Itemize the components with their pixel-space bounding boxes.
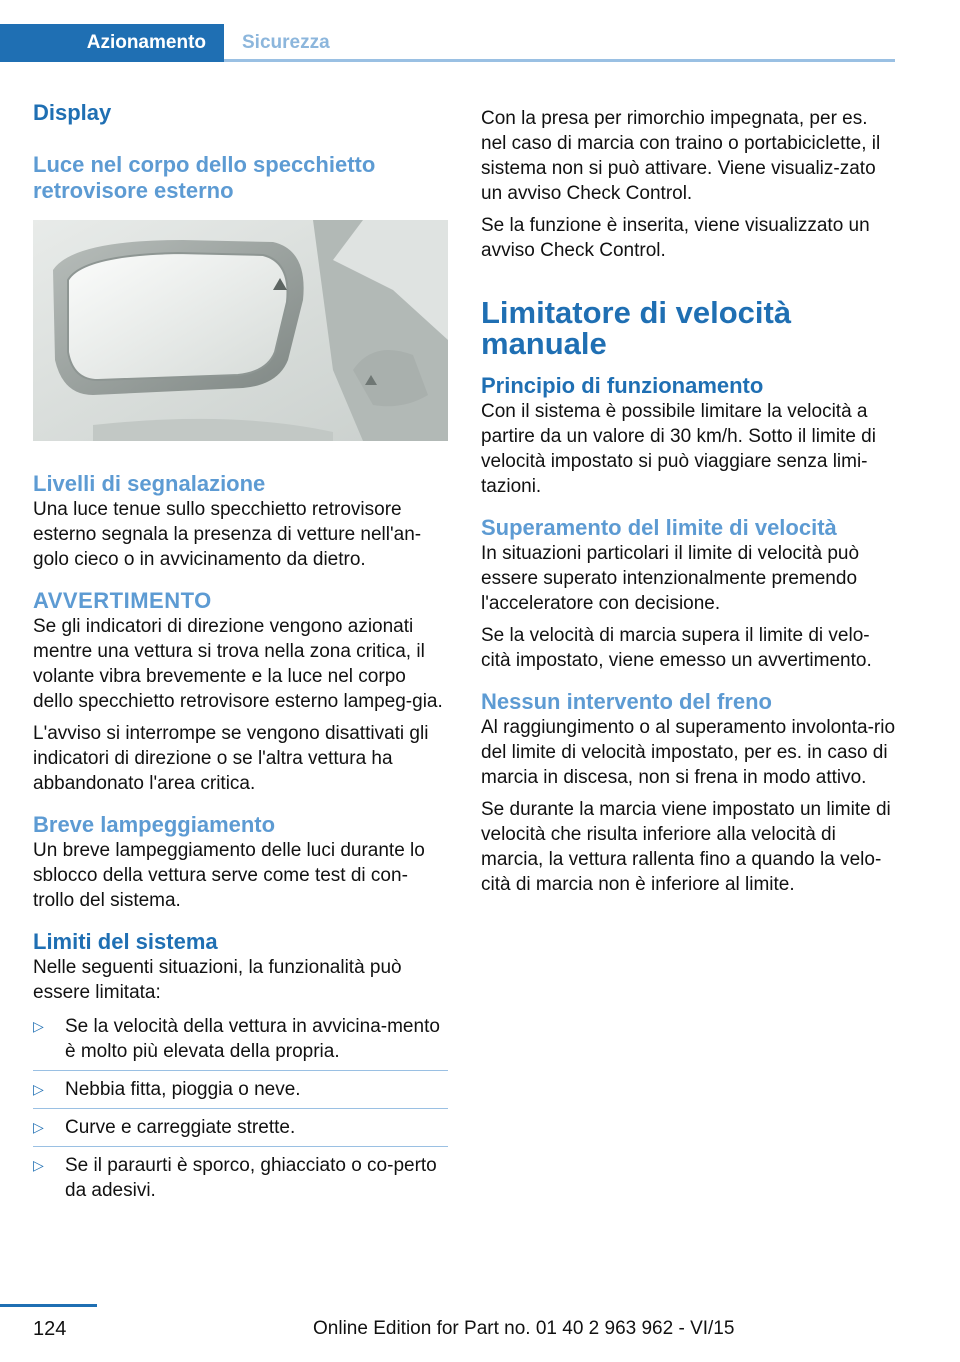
heading-avvertimento: AVVERTIMENTO — [33, 588, 212, 613]
heading-limiti-sistema: Limiti del sistema — [33, 929, 218, 954]
paragraph-avvertimento-2: L'avviso si interrompe se vengono disattivati gli indicatori di direzione o se l'altra vettura ha abbandonato l'area critica. — [33, 723, 429, 794]
list-divider — [33, 1108, 448, 1109]
triangle-bullet-icon: ▷ — [33, 1157, 44, 1173]
triangle-bullet-icon: ▷ — [33, 1018, 44, 1034]
paragraph-funzione-inserita: Se la funzione è inserita, viene visualizzato un avviso Check Control. — [481, 215, 870, 261]
heading-display: Display — [33, 100, 112, 125]
paragraph-superamento-2: Se la velocità di marcia supera il limite di velo-cità impostato, viene emesso un avvertimento. — [481, 625, 872, 671]
list-item-text: Se il paraurti è sporco, ghiacciato o co-perto da adesivi. — [65, 1155, 437, 1201]
heading-nessun-intervento: Nessun intervento del freno — [481, 689, 772, 714]
edition-text: Online Edition for Part no. 01 40 2 963 962 - VI/15 — [313, 1318, 735, 1339]
list-item-text: Curve e carreggiate strette. — [65, 1117, 296, 1138]
paragraph-livelli: Una luce tenue sullo specchietto retrovisore esterno segnala la presenza di vetture nell'an-golo cieco o in avvicinamento da dietro. — [33, 499, 422, 570]
heading-breve-lampeggiamento: Breve lampeggiamento — [33, 812, 276, 837]
chapter-tabs — [0, 24, 895, 62]
tab-underline — [224, 59, 895, 62]
list-item-text: Se la velocità della vettura in avvicina-mento è molto più elevata della propria. — [65, 1016, 440, 1062]
limiti-list — [33, 1014, 448, 1203]
heading-luce-specchietto: Luce nel corpo dello specchietto retrovisore esterno — [33, 152, 376, 203]
list-divider — [33, 1146, 448, 1147]
heading-limitatore: Limitatore di velocità manuale — [481, 295, 792, 361]
paragraph-nessun-1: Al raggiungimento o al superamento involonta-rio del limite di velocità impostato, per es. in caso di marcia in discesa, non si frena in modo attivo. — [481, 717, 896, 788]
list-item-text: Nebbia fitta, pioggia o neve. — [65, 1079, 301, 1100]
list-item — [33, 1115, 448, 1140]
footer-rule — [0, 1304, 97, 1307]
tab-sicurezza[interactable]: Sicurezza — [242, 32, 330, 53]
list-item — [33, 1077, 448, 1102]
heading-superamento: Superamento del limite di velocità — [481, 515, 837, 540]
mirror-figure — [33, 220, 448, 441]
triangle-bullet-icon: ▷ — [33, 1119, 44, 1135]
list-item — [33, 1014, 448, 1064]
paragraph-limiti: Nelle seguenti situazioni, la funzionalità può essere limitata: — [33, 957, 402, 1003]
list-item — [33, 1153, 448, 1203]
paragraph-superamento-1: In situazioni particolari il limite di velocità può essere superato intenzionalmente premendo l'acceleratore con decisione. — [481, 543, 860, 614]
paragraph-avvertimento-1: Se gli indicatori di direzione vengono azionati mentre una vettura si trova nella zona critica, il volante vibra brevemente e la luce nel corpo dello specchietto retrovisore esterno lampeg-gia. — [33, 616, 443, 712]
paragraph-nessun-2: Se durante la marcia viene impostato un limite di velocità che risulta inferiore alla velocità di marcia, la vettura rallenta fino a quando la velo-cità di marcia non è inferiore al limite. — [481, 799, 891, 895]
triangle-bullet-icon: ▷ — [33, 1081, 44, 1097]
tab-azionamento[interactable]: Azionamento — [0, 24, 224, 62]
left-column — [33, 100, 448, 1203]
right-column — [481, 100, 896, 897]
heading-livelli-segnalazione: Livelli di segnalazione — [33, 471, 266, 496]
paragraph-breve: Un breve lampeggiamento delle luci durante lo sblocco della vettura serve come test di con-trollo del sistema. — [33, 840, 425, 911]
paragraph-presa-rimorchio: Con la presa per rimorchio impegnata, per es. nel caso di marcia con traino o portabiciclette, il sistema non si può attivare. Viene visualiz-zato un avviso Check Control. — [481, 108, 881, 204]
page-number: 124 — [33, 1318, 67, 1340]
paragraph-principio: Con il sistema è possibile limitare la velocità a partire da un valore di 30 km/h. Sotto il limite di velocità impostato si può viaggiare senza limi-tazioni. — [481, 401, 876, 497]
heading-principio: Principio di funzionamento — [481, 373, 764, 398]
list-divider — [33, 1070, 448, 1071]
